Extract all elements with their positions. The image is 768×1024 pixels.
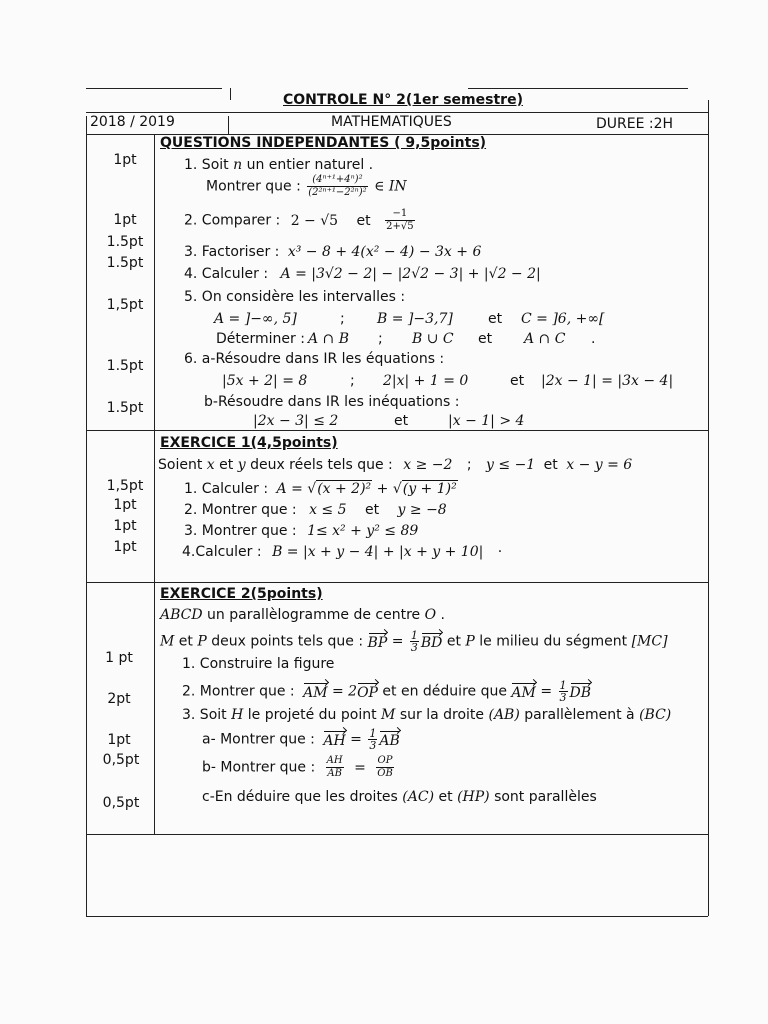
text: 1. Soit (184, 157, 234, 173)
denominator: 3 (410, 641, 418, 654)
p1-q5-dot: . (591, 331, 596, 347)
text: et (174, 633, 198, 650)
abcd: ABCD (160, 607, 203, 623)
label: Montrer que : (206, 178, 301, 195)
q1-fraction (307, 174, 367, 199)
var-x: x (206, 457, 215, 473)
eq: = (354, 759, 366, 776)
points-ex2-q2: 2pt (107, 691, 131, 707)
p1-q5-det: Déterminer : (216, 331, 305, 347)
et: et (356, 212, 371, 229)
p1-q6a-e1: |5x + 2| = 8 (222, 373, 308, 389)
expr: B = |x + y − 4| + |x + y + 10| (272, 544, 484, 560)
points-q1: 1pt (113, 152, 137, 168)
p1-q5-B: B = ]−3,7] (377, 311, 453, 327)
section2-title: EXERCICE 1(4,5points) (160, 435, 338, 451)
line-AB: (AB) (488, 707, 520, 723)
p1-q6b-i2: |x − 1| > 4 (448, 413, 525, 429)
p3-qc (202, 789, 597, 805)
points-ex2-qc: 0,5pt (102, 795, 140, 811)
p1-q4 (184, 266, 541, 282)
text: le projeté du point (243, 707, 382, 723)
p3-q1: 1. Construire la figure (182, 656, 335, 672)
p1-q6a-semi: ; (350, 373, 355, 389)
text: et (442, 633, 466, 650)
section2-bottom-line (86, 582, 708, 583)
top-tick (230, 88, 231, 100)
line-HP: (HP) (457, 789, 490, 805)
p1-q1-line2 (206, 174, 407, 199)
label: 4. Calculer : (184, 266, 269, 282)
expr: x³ − 8 + 4(x² − 4) − 3x + 6 (287, 244, 482, 260)
vector-DB: DB (569, 684, 592, 701)
et: et (364, 502, 380, 518)
p1-q2 (184, 208, 417, 233)
numerator: OP (377, 755, 393, 766)
numerator: AH (326, 755, 343, 766)
expr: 2 − √5 (290, 212, 339, 229)
p1-q5-et: et (488, 311, 503, 327)
expr-a: A = (276, 481, 308, 497)
p1-q6a-e2: 2|x| + 1 = 0 (383, 373, 469, 389)
p3-intro1 (160, 607, 445, 623)
text: Soient (158, 457, 207, 473)
label: b- Montrer que : (202, 759, 316, 776)
sqrt-2: √(y + 1)² (392, 481, 457, 497)
p1-q5-line1: 5. On considère les intervalles : (184, 289, 406, 305)
right-border (708, 100, 709, 916)
label: 4.Calculer : (182, 544, 262, 560)
label: 2. Comparer : (184, 212, 281, 229)
points-ex1-q1: 1,5pt (106, 478, 144, 494)
p1-q1-line1 (184, 157, 373, 173)
text: et (434, 789, 458, 805)
q2-fraction (385, 208, 414, 233)
text: un parallèlogramme de centre (202, 607, 425, 623)
points-ex2-q1: 1 pt (105, 650, 133, 666)
line-AC: (AC) (402, 789, 435, 805)
radicand: (y + 1)² (402, 481, 457, 497)
school-year: 2018 / 2019 (90, 114, 175, 130)
p1-q5-semi: ; (340, 311, 345, 327)
label: a- Montrer que : (202, 731, 315, 748)
text: et (214, 457, 238, 473)
points-q6b: 1.5pt (106, 400, 144, 416)
p3-q3 (182, 707, 671, 723)
text: le milieu du ségment (474, 633, 632, 650)
eq: = (535, 683, 557, 700)
p2-q1 (184, 481, 458, 497)
points-q2: 1pt (113, 212, 137, 228)
points-ex2-qb: 0,5pt (102, 752, 140, 768)
fraction-1-3 (410, 630, 419, 653)
eq: = 2 (327, 683, 358, 700)
numerator: 1 (369, 727, 377, 740)
points-q5: 1,5pt (106, 297, 144, 313)
denominator: OB (377, 768, 393, 779)
var-O: O (424, 607, 437, 623)
sqrt-1: √(x + 2)² (307, 481, 372, 497)
denominator: 2+√5 (386, 221, 414, 232)
label: 3. Montrer que : (184, 523, 297, 539)
p1-q6b-et: et (394, 413, 409, 429)
subject: MATHEMATIQUES (331, 114, 452, 130)
vector-BD: BD (420, 634, 443, 651)
text: parallèlement à (519, 707, 640, 723)
segment-MC: [MC] (631, 633, 668, 650)
denominator: 3 (559, 691, 567, 704)
var-n: n (233, 157, 243, 173)
p2-intro (158, 457, 632, 473)
text: 3. Soit (182, 707, 232, 723)
points-q4: 1.5pt (106, 255, 144, 271)
text: sont parallèles (489, 789, 597, 805)
page-title: CONTROLE N° 2(1er semestre) (283, 92, 523, 108)
p2-q2 (184, 502, 447, 518)
denominator: 3 (369, 739, 377, 752)
p1-q6a-e3: |2x − 1| = |3x − 4| (541, 373, 674, 389)
p1-q5-d3: A ∩ C (524, 331, 566, 347)
numerator: 1 (559, 679, 567, 692)
p1-q6a-et: et (510, 373, 525, 389)
points-ex1-q2: 1pt (113, 497, 137, 513)
cond3: x − y = 6 (566, 457, 633, 473)
p1-q5-C: C = ]6, +∞[ (521, 311, 605, 327)
fraction-OP-OB (376, 755, 394, 780)
p1-q5-A: A = ]−∞, 5] (214, 311, 297, 327)
p1-q5-d2: B ∪ C (412, 331, 454, 347)
p2-q4 (182, 544, 502, 560)
eq: = (387, 633, 408, 650)
et: et (543, 457, 558, 473)
vector-AH: AH (323, 732, 346, 749)
numerator: −1 (385, 208, 414, 221)
numerator: (4ⁿ⁺¹+4ⁿ)² (307, 174, 367, 187)
label: 2. Montrer que : (182, 683, 295, 700)
var-M: M (381, 707, 396, 723)
header-divider (228, 116, 229, 134)
p1-q6b-i1: |2x − 3| ≤ 2 (253, 413, 339, 429)
vector-OP: OP (357, 684, 378, 701)
dot: . (436, 607, 445, 623)
label: 3. Factoriser : (184, 244, 280, 260)
p1-q3 (184, 244, 481, 260)
radicand: (x + 2)² (317, 481, 372, 497)
points-q3: 1.5pt (106, 234, 144, 250)
p1-q5-d1: A ∩ B (308, 331, 350, 347)
line-BC: (BC) (639, 707, 672, 723)
cond2: y ≤ −1 (486, 457, 536, 473)
fraction-1-3 (559, 680, 568, 703)
points-q6a: 1.5pt (106, 358, 144, 374)
var-M: M (160, 633, 175, 650)
section3-title: EXERCICE 2(5points) (160, 586, 323, 602)
bottom-border (86, 916, 708, 917)
p1-q6a-label: 6. a-Résoudre dans IR les équations : (184, 351, 445, 367)
numerator: 1 (410, 629, 418, 642)
vector-BP: BP (367, 634, 388, 651)
points-ex1-q3: 1pt (113, 518, 137, 534)
eq: = (345, 731, 367, 748)
p1-q5-et2: et (478, 331, 493, 347)
duration: DUREE :2H (596, 116, 674, 132)
p3-intro2 (160, 630, 668, 653)
label: 2. Montrer que : (184, 502, 297, 518)
var-y: y (237, 457, 246, 473)
text: et en déduire que (377, 683, 512, 700)
section1-bottom-line (86, 430, 708, 431)
header-line (86, 112, 708, 113)
vector-AM: AM (511, 684, 536, 701)
label: 1. Calculer : (184, 481, 269, 497)
cond1: x ≥ −2 (403, 457, 453, 473)
p1-q6b-label: b-Résoudre dans IR les inéquations : (204, 394, 460, 410)
text: un entier naturel . (242, 157, 374, 173)
in-IN: ∈ IN (374, 178, 407, 195)
p3-qa (202, 728, 400, 751)
e1: x ≤ 5 (309, 502, 347, 518)
var-H: H (231, 707, 244, 723)
denominator: AB (327, 768, 342, 779)
p3-qb (202, 755, 396, 780)
text: sur la droite (395, 707, 489, 723)
top-border-left (86, 88, 222, 89)
p2-q3 (184, 523, 418, 539)
points-ex1-q4: 1pt (113, 539, 137, 555)
var-P: P (465, 633, 475, 650)
plus: + (372, 481, 393, 497)
expr: A = |3√2 − 2| − |2√2 − 3| + |√2 − 2| (280, 266, 541, 282)
e2: y ≥ −8 (397, 502, 447, 518)
vector-AB: AB (379, 732, 400, 749)
text: c-En déduire que les droites (202, 789, 403, 805)
denominator: (2²ⁿ⁺¹−2²ⁿ)² (308, 187, 367, 198)
section3-bottom-line (86, 834, 708, 835)
top-border-right (468, 88, 688, 89)
semi: ; (466, 457, 472, 473)
text: deux points tels que : (206, 633, 364, 650)
points-ex2-qa: 1pt (107, 732, 131, 748)
dot: · (497, 544, 503, 560)
text: deux réels tels que : (245, 457, 393, 473)
fraction-AH-AB (326, 755, 344, 780)
p1-q5-semi2: ; (378, 331, 383, 347)
expr: 1≤ x² + y² ≤ 89 (307, 523, 419, 539)
section1-title: QUESTIONS INDEPENDANTES ( 9,5points) (160, 135, 487, 151)
fraction-1-3 (368, 728, 377, 751)
vector-AM: AM (303, 684, 328, 701)
p3-q2 (182, 680, 591, 703)
var-P: P (197, 633, 207, 650)
